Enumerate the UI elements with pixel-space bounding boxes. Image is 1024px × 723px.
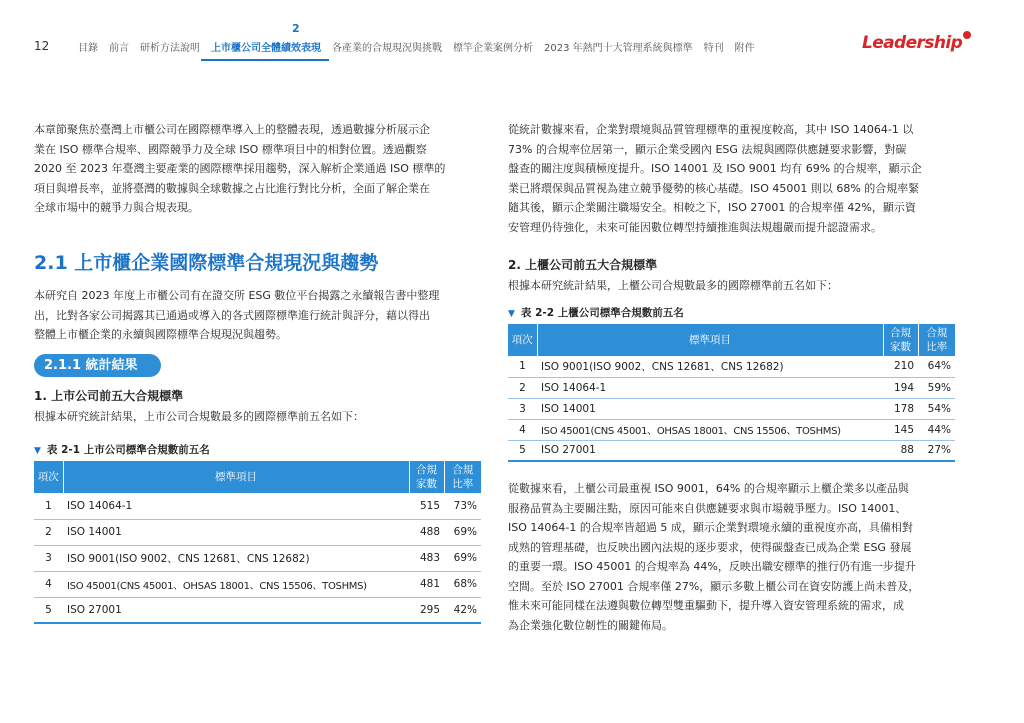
- text-line: 的重要一環。ISO 45001 的合規率為 44%，反映出職安標準的推行仍有進一步提升: [508, 560, 916, 573]
- listed-subheading: 1. 上市公司前五大合規標準: [34, 389, 184, 403]
- header-item: 標準項目: [63, 461, 409, 493]
- table-row: [508, 419, 955, 440]
- text-line: 業在 ISO 標準合規率、國際競爭力及全球 ISO 標準項目中的相對位置。透過觀察: [34, 142, 427, 156]
- text-line: 2020 至 2023 年臺灣主要產業的國際標準採用趨勢，深入解析企業通過 ISO 標準的: [34, 162, 446, 175]
- otc-analysis: [508, 479, 956, 635]
- cell-count: 295: [409, 597, 444, 623]
- cell-item: ISO 45001(CNS 45001、OHSAS 18001、CNS 15506、TOSHMS): [63, 571, 409, 597]
- nav-item-methodology[interactable]: 研析方法說明: [140, 43, 200, 54]
- cell-index: 2: [34, 519, 63, 545]
- nav-item-toc[interactable]: 目錄: [78, 43, 98, 54]
- cell-index: 5: [34, 597, 63, 623]
- cell-rate: 69%: [444, 519, 481, 545]
- cell-index: 3: [508, 398, 537, 419]
- cell-index: 4: [34, 571, 63, 597]
- text-line: 從數據來看，上櫃公司最重視 ISO 9001，64% 的合規率顯示上櫃企業多以產品與: [508, 482, 909, 495]
- cell-item: ISO 27001: [63, 597, 409, 623]
- text-line: 惟未來可能同樣在法遵與數位轉型雙重驅動下，提升導入資安管理系統的需求，成: [508, 599, 904, 612]
- table-row: [34, 571, 481, 597]
- header-item: 標準項目: [537, 324, 883, 356]
- cell-index: 1: [508, 356, 537, 377]
- table-row: [508, 398, 955, 419]
- cell-index: 4: [508, 419, 537, 440]
- header-rate: 合規 比率: [918, 324, 955, 356]
- table-row: [34, 493, 481, 519]
- chapter-number: 2: [292, 22, 300, 35]
- header-rate: 合規 比率: [444, 461, 481, 493]
- text-line: 從統計數據來看，企業對環境與品質管理標準的重視度較高，其中 ISO 14064-1 以: [508, 123, 914, 136]
- text-line: 項目與增長率，並將臺灣的數據與全球數據之占比進行對比分析，全面了解企業在: [34, 181, 430, 195]
- cell-rate: 27%: [918, 440, 955, 461]
- table-2-2: [508, 324, 955, 462]
- text-line: 業已將環保與品質視為建立競爭優勢的核心基礎。ISO 45001 則以 68% 的合規率緊: [508, 181, 920, 195]
- text-line: 隨其後，顯示企業關注職場安全。相較之下，ISO 27001 的合規率僅 42%，顯示資: [508, 201, 916, 214]
- nav-item-overall-performance[interactable]: 上市櫃公司全體績效表現: [211, 39, 321, 54]
- cell-item: ISO 14064-1: [63, 493, 409, 519]
- cell-rate: 44%: [918, 419, 955, 440]
- nav-item-special-issue[interactable]: 特刊: [703, 43, 724, 54]
- text-line: 本研究自 2023 年度上市櫃公司有在證交所 ESG 數位平台揭露之永續報告書中整理: [34, 289, 440, 302]
- cell-count: 488: [409, 519, 444, 545]
- cell-item: ISO 45001(CNS 45001、OHSAS 18001、CNS 15506、TOSHMS): [537, 419, 883, 440]
- listed-analysis: [508, 120, 956, 237]
- text-line: 全球市場中的競爭力與合規表現。: [34, 201, 199, 214]
- cell-rate: 73%: [444, 493, 481, 519]
- triangle-down-icon: ▼: [508, 309, 515, 319]
- text-line: 盤查的關注度與積極度提升。ISO 14001 及 ISO 9001 均有 69% 的合規率，顯示企: [508, 162, 922, 175]
- text-line: 成熟的管理基礎，也反映出國內法規的逐步要求，使得碳盤查已成為企業 ESG 發展: [508, 540, 912, 554]
- cell-rate: 68%: [444, 571, 481, 597]
- chapter-navigation: [78, 39, 766, 54]
- nav-item-case-studies[interactable]: 標竿企業案例分析: [453, 43, 533, 54]
- text-line: ISO 14064-1 的合規率皆超過 5 成，顯示企業對環境永續的重視度亦高，具備相對: [508, 521, 913, 534]
- table-row: [508, 356, 955, 377]
- nav-item-preface[interactable]: 前言: [109, 43, 129, 54]
- cell-index: 1: [34, 493, 63, 519]
- cell-count: 210: [883, 356, 918, 377]
- cell-index: 2: [508, 377, 537, 398]
- cell-item: ISO 14001: [537, 398, 883, 419]
- text-line: 服務品質為主要關注點，原因可能來自供應鏈要求與市場競爭壓力。ISO 14001、: [508, 501, 907, 515]
- caption-text: 表 2-1 上市公司標準合規數前五名: [46, 444, 210, 456]
- table-2-1-caption: [34, 442, 210, 457]
- cell-item: ISO 27001: [537, 440, 883, 461]
- cell-count: 178: [883, 398, 918, 419]
- cell-item: ISO 9001(ISO 9002、CNS 12681、CNS 12682): [63, 545, 409, 571]
- table-2-2-caption: [508, 305, 684, 320]
- text-line: 出，比對各家公司揭露其已通過或導入的各式國際標準進行統計與評分，藉以得出: [34, 308, 430, 322]
- cell-count: 481: [409, 571, 444, 597]
- cell-item: ISO 14001: [63, 519, 409, 545]
- table-row: [34, 597, 481, 623]
- text-line: 整體上市櫃企業的永續與國際標準合規現況與趨勢。: [34, 328, 287, 341]
- leadership-logo[interactable]: [862, 33, 971, 53]
- cell-rate: 69%: [444, 545, 481, 571]
- text-line: 73% 的合規率位居第一，顯示企業受國內 ESG 法規與國際供應鏈要求影響，對碳: [508, 142, 907, 156]
- cell-index: 5: [508, 440, 537, 461]
- cell-item: ISO 14064-1: [537, 377, 883, 398]
- cell-rate: 59%: [918, 377, 955, 398]
- nav-item-appendix[interactable]: 附件: [734, 43, 755, 54]
- table-2-1: [34, 461, 481, 624]
- triangle-down-icon: ▼: [34, 446, 41, 456]
- text-line: 為企業強化數位韌性的關鍵佈局。: [508, 618, 673, 632]
- page-number: 12: [34, 39, 50, 53]
- section-intro: [34, 286, 482, 345]
- text-line: 本章節聚焦於臺灣上市櫃公司在國際標準導入上的整體表現，透過數據分析展示企: [34, 123, 430, 136]
- cell-index: 3: [34, 545, 63, 571]
- nav-item-top-ten-standards[interactable]: 2023 年熱門十大管理系統與標準: [544, 43, 693, 54]
- header-count: 合規 家數: [883, 324, 918, 356]
- header-index: 項次: [34, 461, 63, 493]
- section-title: 2.1 上市櫃企業國際標準合規現況與趨勢: [34, 252, 379, 274]
- logo-text: Leadership: [862, 33, 963, 53]
- table-row: [34, 545, 481, 571]
- cell-count: 515: [409, 493, 444, 519]
- cell-rate: 42%: [444, 597, 481, 623]
- cell-count: 88: [883, 440, 918, 461]
- nav-item-industry-compliance[interactable]: 各產業的合規現況與挑戰: [332, 43, 442, 54]
- table-header-row: [508, 324, 955, 356]
- header-count: 合規 家數: [409, 461, 444, 493]
- cell-count: 145: [883, 419, 918, 440]
- subsection-pill: 2.1.1 統計結果: [34, 354, 161, 377]
- cell-rate: 64%: [918, 356, 955, 377]
- table-row: [34, 519, 481, 545]
- chapter-intro: [34, 120, 482, 218]
- logo-dot-icon: [963, 31, 971, 39]
- cell-count: 483: [409, 545, 444, 571]
- otc-subheading-text: 根據本研究統計結果，上櫃公司合規數最多的國際標準前五名如下：: [508, 279, 838, 292]
- text-line: 空間。至於 ISO 27001 合規率僅 27%，顯示多數上櫃公司在資安防護上尚未普及，: [508, 579, 920, 593]
- table-row: [508, 377, 955, 398]
- otc-subheading: 2. 上櫃公司前五大合規標準: [508, 258, 658, 272]
- header-index: 項次: [508, 324, 537, 356]
- cell-item: ISO 9001(ISO 9002、CNS 12681、CNS 12682): [537, 356, 883, 377]
- cell-rate: 54%: [918, 398, 955, 419]
- table-header-row: [34, 461, 481, 493]
- cell-count: 194: [883, 377, 918, 398]
- table-row: [508, 440, 955, 461]
- listed-subheading-text: 根據本研究統計結果，上市公司合規數最多的國際標準前五名如下：: [34, 410, 364, 423]
- caption-text: 表 2-2 上櫃公司標準合規數前五名: [520, 307, 684, 319]
- text-line: 安管理仍待強化，未來可能因數位轉型持續推進與法規趨嚴而提升認證需求。: [508, 220, 882, 234]
